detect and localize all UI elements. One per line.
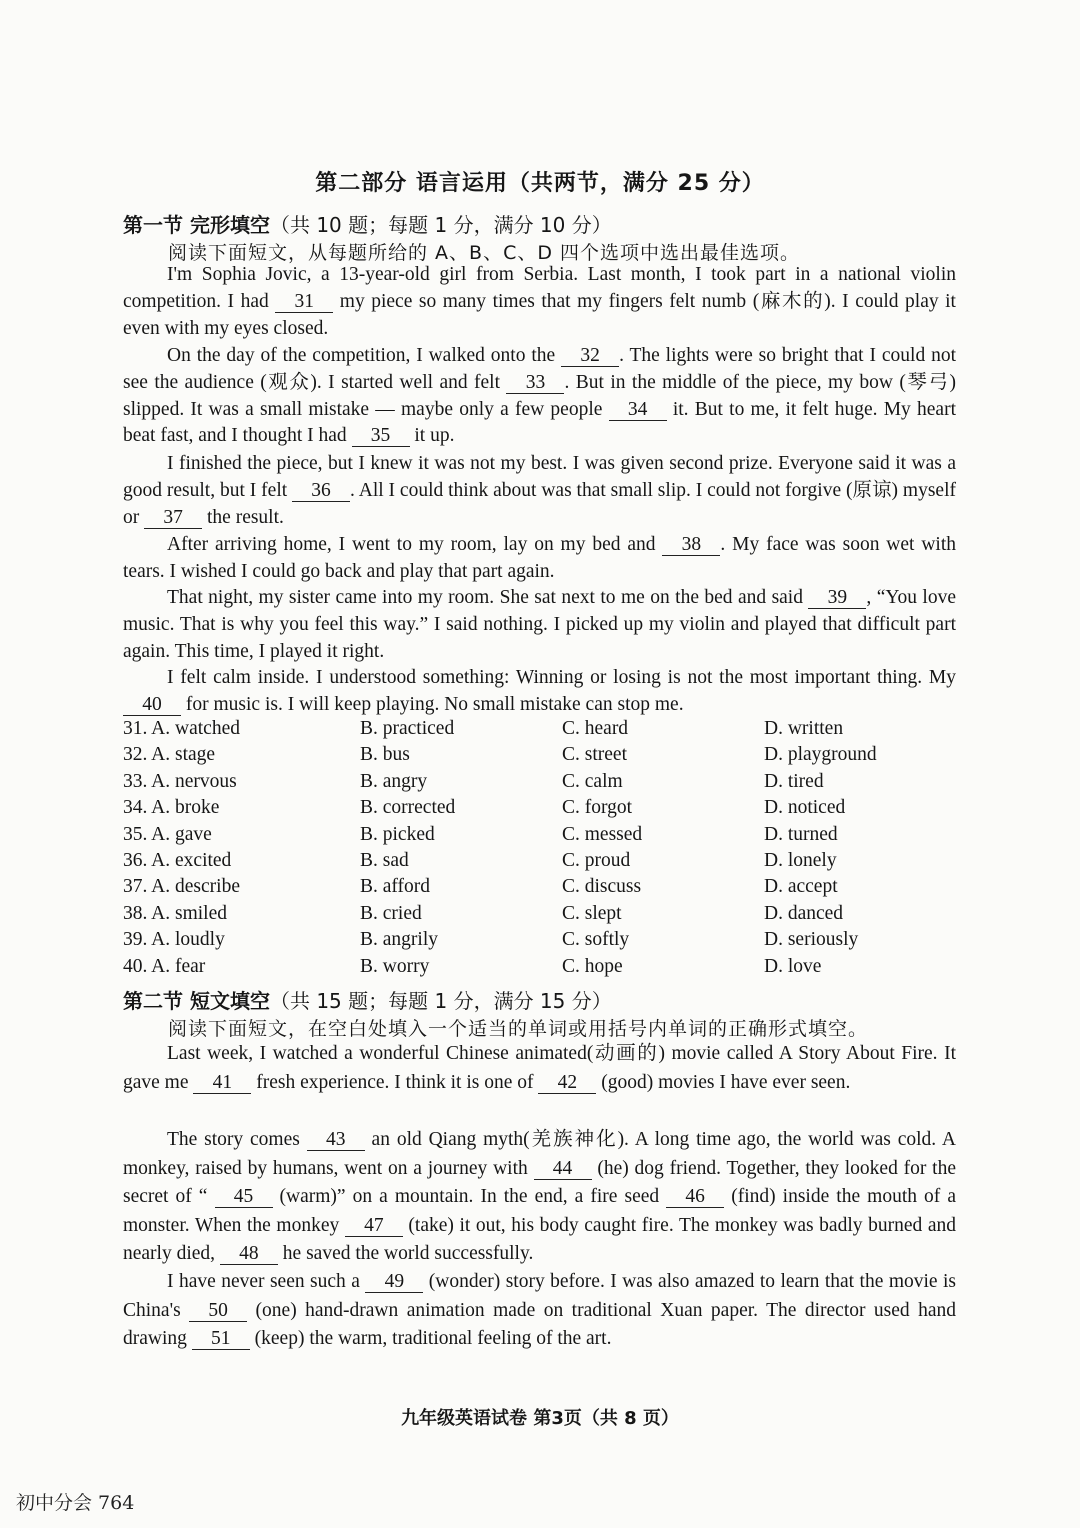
blank-33[interactable]: 33 (506, 373, 564, 394)
blank-32[interactable]: 32 (561, 346, 619, 367)
passage-text: it. But to me, it felt huge. My heart beat fast, and I thought I had (123, 398, 956, 447)
section2-paragraph (123, 1268, 956, 1354)
option-b[interactable]: B. sad (360, 849, 409, 871)
passage-text: the result. (202, 506, 284, 528)
passage-text: . But in the middle of the piece, my bow (琴弓) slipped. It was a small mistake — maybe only a few people (123, 371, 956, 420)
option-b[interactable]: B. afford (360, 876, 431, 898)
option-b[interactable]: B. corrected (360, 797, 456, 819)
section1-paragraph (123, 343, 956, 450)
option-row (123, 903, 956, 929)
option-b[interactable]: B. cried (360, 902, 422, 924)
option-d[interactable]: D. playground (764, 744, 877, 766)
option-c[interactable]: C. street (562, 744, 627, 766)
section1-paragraph (123, 665, 956, 719)
passage-text: , “You love music. That is why you feel this way.” I said nothing. I picked up my violin and played that difficult part again. This time, I played it right. (123, 587, 957, 662)
passage-text: That night, my sister came into my room. She sat next to me on the bed and said (167, 587, 809, 608)
option-row (123, 824, 956, 850)
blank-39[interactable]: 39 (808, 588, 866, 609)
option-b[interactable]: B. bus (360, 744, 410, 766)
section1-heading-line (123, 209, 612, 238)
passage-text: I have never seen such a (167, 1271, 366, 1292)
passage-text: an old Qiang myth(羌族神化). A long time ago, the world was cold. A monkey, raised by humans, went on a journey with (123, 1129, 956, 1179)
passage-text: I'm Sophia Jovic, a 13-year-old girl from Serbia. Last month, I took part in a national violin competition. I had (123, 264, 956, 312)
passage-text: (wonder) story before. I was also amazed to learn that the movie is China's (123, 1271, 957, 1321)
option-row (123, 850, 956, 876)
option-d[interactable]: D. seriously (764, 929, 859, 951)
passage-text: . All I could think about was that small slip. I could not forgive (原谅) myself or (123, 479, 956, 528)
option-b[interactable]: B. angrily (360, 929, 438, 951)
passage-text: On the day of the competition, I walked onto the (167, 345, 562, 366)
option-c[interactable]: C. discuss (562, 876, 642, 898)
option-row (123, 929, 956, 955)
option-d[interactable]: D. turned (764, 823, 838, 845)
option-c[interactable]: C. hope (562, 955, 623, 977)
blank-50[interactable]: 50 (189, 1301, 247, 1322)
passage-text: it up. (409, 425, 455, 447)
passage-text: (keep) the warm, traditional feeling of the art. (249, 1328, 612, 1350)
option-c[interactable]: C. calm (562, 770, 623, 792)
option-d[interactable]: D. noticed (764, 797, 846, 819)
watermark: 初中分会 764 (16, 1492, 135, 1514)
section2-instruction: 阅读下面短文，在空白处填入一个适当的单词或用括号内单词的正确形式填空。 (168, 1018, 869, 1040)
option-a[interactable]: 33. A. nervous (123, 770, 237, 792)
option-c[interactable]: C. proud (562, 849, 631, 871)
blank-38[interactable]: 38 (662, 535, 720, 556)
option-c[interactable]: C. softly (562, 929, 630, 951)
option-d[interactable]: D. lonely (764, 849, 837, 871)
blank-51[interactable]: 51 (192, 1329, 250, 1350)
option-c[interactable]: C. messed (562, 823, 643, 845)
option-row (123, 876, 956, 902)
blank-37[interactable]: 37 (144, 508, 202, 529)
option-a[interactable]: 37. A. describe (123, 876, 240, 898)
passage-text: for music is. I will keep playing. No small mistake can stop me. (181, 693, 684, 715)
option-a[interactable]: 31. A. watched (123, 718, 240, 739)
option-row (123, 956, 956, 982)
option-row (123, 718, 956, 744)
blank-35[interactable]: 35 (352, 426, 410, 447)
section1-options (123, 718, 956, 982)
page-footer: 九年级英语试卷 第3页（共 8 页） (401, 1408, 679, 1429)
option-a[interactable]: 39. A. loudly (123, 929, 225, 951)
passage-text: I finished the piece, but I knew it was not my best. I was given second prize. Everyone said it was a good result, but I felt (123, 453, 956, 501)
blank-43[interactable]: 43 (307, 1130, 365, 1151)
option-row (123, 797, 956, 823)
blank-45[interactable]: 45 (215, 1187, 273, 1208)
passage-text: After arriving home, I went to my room, lay on my bed and (167, 534, 663, 555)
section2-heading-line (123, 985, 612, 1014)
blank-47[interactable]: 47 (345, 1216, 403, 1237)
blank-48[interactable]: 48 (220, 1244, 278, 1265)
passage-text: he saved the world successfully. (277, 1243, 534, 1265)
option-b[interactable]: B. practiced (360, 718, 455, 739)
option-c[interactable]: C. slept (562, 902, 622, 924)
option-b[interactable]: B. angry (360, 770, 428, 792)
option-d[interactable]: D. love (764, 955, 822, 977)
option-a[interactable]: 34. A. broke (123, 797, 220, 819)
option-d[interactable]: D. danced (764, 902, 844, 924)
section1-instruction: 阅读下面短文，从每题所给的 A、B、C、D 四个选项中选出最佳选项。 (168, 242, 801, 264)
blank-49[interactable]: 49 (365, 1272, 423, 1293)
option-a[interactable]: 35. A. gave (123, 823, 212, 845)
passage-text: fresh experience. I think it is one of (251, 1071, 539, 1093)
blank-34[interactable]: 34 (609, 400, 667, 421)
option-a[interactable]: 40. A. fear (123, 955, 206, 977)
option-a[interactable]: 38. A. smiled (123, 902, 228, 924)
blank-40[interactable]: 40 (123, 695, 181, 716)
blank-36[interactable]: 36 (292, 481, 350, 502)
section1-paragraph (123, 451, 956, 531)
section1-heading: 第一节 完形填空 (123, 213, 270, 237)
blank-46[interactable]: 46 (666, 1187, 724, 1208)
section1-paragraph (123, 585, 956, 665)
passage-text: . My face was soon wet with tears. I wished I could go back and play that part again. (123, 534, 956, 582)
option-a[interactable]: 36. A. excited (123, 849, 232, 871)
option-b[interactable]: B. worry (360, 955, 430, 977)
passage-text: (warm)” on a mountain. In the end, a fire seed (272, 1186, 667, 1208)
option-d[interactable]: D. written (764, 718, 844, 739)
passage-text: (take) it out, his body caught fire. The monkey was badly burned and nearly died, (123, 1214, 956, 1265)
passage-text: (one) hand-drawn animation made on traditional Xuan paper. The director used hand drawing (123, 1299, 956, 1350)
section2-paragraph (123, 1040, 956, 1097)
option-row (123, 744, 956, 770)
passage-text: I felt calm inside. I understood something: Winning or losing is not the most important thing. My (167, 667, 956, 688)
option-row (123, 771, 956, 797)
blank-31[interactable]: 31 (275, 292, 333, 313)
option-d[interactable]: D. tired (764, 770, 824, 792)
passage-text: (find) inside the mouth of a monster. When the monkey (123, 1186, 956, 1236)
section2-meta: （共 15 题；每题 1 分，满分 15 分） (269, 989, 612, 1013)
option-c[interactable]: C. forgot (562, 797, 633, 819)
section2-heading: 第二节 短文填空 (123, 989, 270, 1013)
blank-44[interactable]: 44 (534, 1159, 592, 1180)
section1-paragraph (123, 532, 956, 586)
option-d[interactable]: D. accept (764, 876, 838, 898)
option-b[interactable]: B. picked (360, 823, 435, 845)
passage-text: my piece so many times that my fingers felt numb (麻木的). I could play it even with my eyes closed. (123, 290, 956, 339)
section2-paragraph (123, 1126, 956, 1269)
blank-42[interactable]: 42 (538, 1073, 596, 1094)
option-c[interactable]: C. heard (562, 718, 629, 739)
section1-paragraph (123, 262, 956, 342)
section1-meta: （共 10 题；每题 1 分，满分 10 分） (269, 213, 612, 237)
passage-text: (good) movies I have ever seen. (596, 1071, 851, 1093)
blank-41[interactable]: 41 (193, 1073, 251, 1094)
passage-text: (he) dog friend. Together, they looked for the secret of “ (123, 1157, 957, 1208)
part-title: 第二部分 语言运用（共两节，满分 25 分） (315, 171, 765, 196)
passage-text: . The lights were so bright that I could not see the audience (观众). I started well and felt (123, 345, 956, 393)
passage-text: Last week, I watched a wonderful Chinese animated(动画的) movie called A Story About Fire. It gave me (123, 1043, 956, 1093)
option-a[interactable]: 32. A. stage (123, 744, 216, 766)
passage-text: The story comes (167, 1129, 307, 1150)
